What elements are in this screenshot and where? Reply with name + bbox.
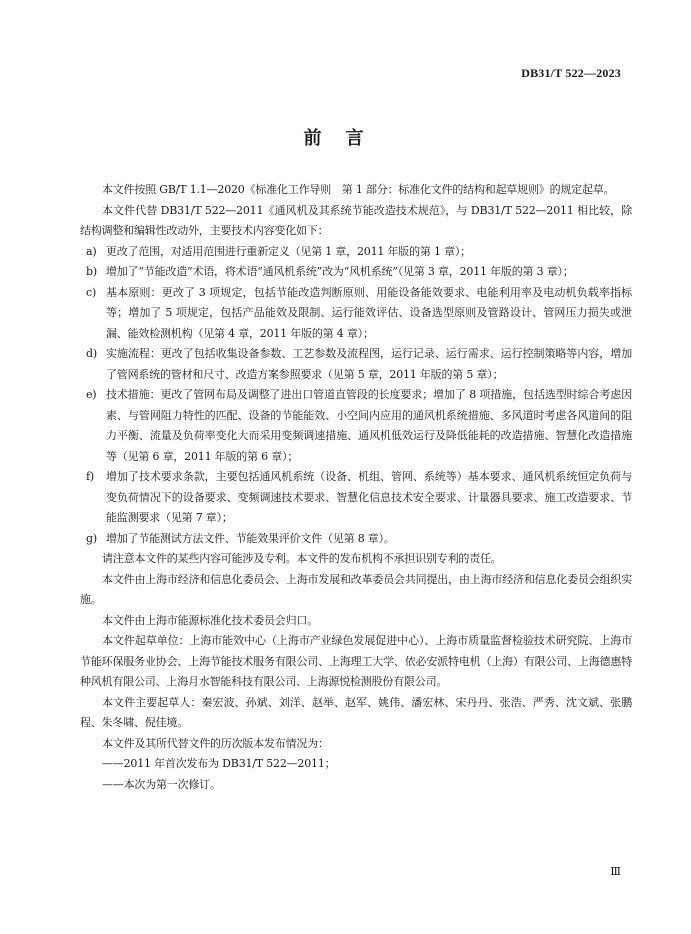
list-item-label: c) bbox=[86, 285, 97, 299]
list-item-label: a) bbox=[86, 244, 97, 258]
list-item bbox=[80, 262, 632, 283]
list-item-text: 基本原则：更改了 3 项规定，包括节能改造判断原则、用能设备能效要求、电能利用率及电动机负载率指标等；增加了 5 项规定，包括产品能效及限制、运行能效评估、设备选型原则及管路设计、管网压力损失或泄漏、能效检测机构（见第 4 章，2011 年版的第 4 章）； bbox=[106, 285, 632, 340]
changes-list bbox=[80, 242, 632, 550]
list-item bbox=[80, 467, 632, 529]
list-item bbox=[80, 242, 632, 263]
list-item-label: f) bbox=[86, 470, 94, 483]
list-item-label: e) bbox=[86, 388, 97, 401]
history-intro-paragraph: 本文件及其所代替文件的历次版本发布情况为： bbox=[102, 736, 329, 750]
patent-notice-paragraph: 请注意本文件的某些内容可能涉及专利。本文件的发布机构不承担识别专利的责任。 bbox=[102, 552, 502, 565]
list-item bbox=[80, 385, 632, 467]
list-item-text: 技术措施：更改了管网布局及调整了进出口管道直管段的长度要求；增加了 8 项措施，包括选型时综合考虑因素、与管网阻力特性的匹配、设备的节能能效、小空间内应用的通风机系统措施、多风道时考虑各风道间的阻力平衡、流量及负荷率变化大而采用变频调速措施、通风机低效运行及降低能耗的改造措施、智慧化改造措施等（见第 6 章，2011 年版的第 6 章）； bbox=[106, 388, 632, 463]
list-item-text: 增加了技术要求条款，主要包括通风机系统（设备、机组、管网、系统等）基本要求、通风机系统恒定负荷与变负荷情况下的设备要求、变频调速技术要求、智慧化信息技术安全要求、计量器具要求、施工改造要求、节能监测要求（见第 7 章）； bbox=[106, 470, 632, 524]
list-item bbox=[80, 283, 632, 345]
replacement-paragraph: 本文件代替 DB31/T 522—2011《通风机及其系统节能改造技术规范》，与 DB31/T 522—2011 相比较，除结构调整和编辑性改动外，主要技术内容变化如下： bbox=[80, 203, 632, 237]
committee-paragraph: 本文件由上海市能源标准化技术委员会归口。 bbox=[102, 613, 318, 627]
list-item-text: 增加了“节能改造”术语，将术语“通风机系统”改为“风机系统”（见第 3 章，2011 年版的第 3 章）； bbox=[106, 265, 574, 278]
list-item-text: 实施流程：更改了包括收集设备参数、工艺参数及流程图，运行记录、运行需求、运行控制策略等内容，增加了管网系统的管材和尺寸、改造方案参照要求（见第 5 章，2011 年版的第 5 章）； bbox=[106, 347, 632, 381]
drafting-units-paragraph: 本文件起草单位：上海市能效中心（上海市产业绿色发展促进中心）、上海市质量监督检验技术研究院、上海市节能环保服务业协会、上海节能技术服务有限公司、上海理工大学、依必安派特电机（上海）有限公司、上海德惠特种风机有限公司、上海月水智能科技有限公司、上海源悦检测股份有限公司。 bbox=[80, 634, 632, 688]
history-item: ——本次为第一次修订。 bbox=[102, 777, 221, 791]
list-item-label: b) bbox=[86, 265, 97, 278]
drafters-paragraph: 本文件主要起草人：秦宏波、孙斌、刘洋、赵举、赵军、姚伟、潘宏林、宋丹丹、张浩、严秀、沈文斌、张鹏程、朱冬啸、倪佳境。 bbox=[80, 695, 632, 729]
list-item bbox=[80, 344, 632, 385]
list-item-text: 更改了范围，对适用范围进行重新定义（见第 1 章，2011 年版的第 1 章）； bbox=[106, 244, 471, 258]
page-number: Ⅲ bbox=[610, 866, 621, 878]
page-title: 前言 bbox=[303, 128, 388, 149]
list-item-text: 增加了节能测试方法文件、节能效果评价文件（见第 8 章）。 bbox=[106, 531, 395, 545]
list-item-label: d) bbox=[86, 347, 97, 360]
document-code: DB31/T 522—2023 bbox=[521, 66, 621, 80]
proposer-paragraph: 本文件由上海市经济和信息化委员会、上海市发展和改革委员会共同提出，由上海市经济和信息化委员会组织实施。 bbox=[80, 572, 632, 606]
list-item-label: g) bbox=[86, 531, 97, 545]
document-body bbox=[80, 180, 632, 795]
list-item bbox=[80, 529, 632, 550]
history-item: ——2011 年首次发布为 DB31/T 522—2011； bbox=[102, 757, 336, 770]
drafting-rules-paragraph: 本文件按照 GB/T 1.1—2020《标准化工作导则 第 1 部分：标准化文件的结构和起草规则》的规定起草。 bbox=[102, 183, 615, 196]
